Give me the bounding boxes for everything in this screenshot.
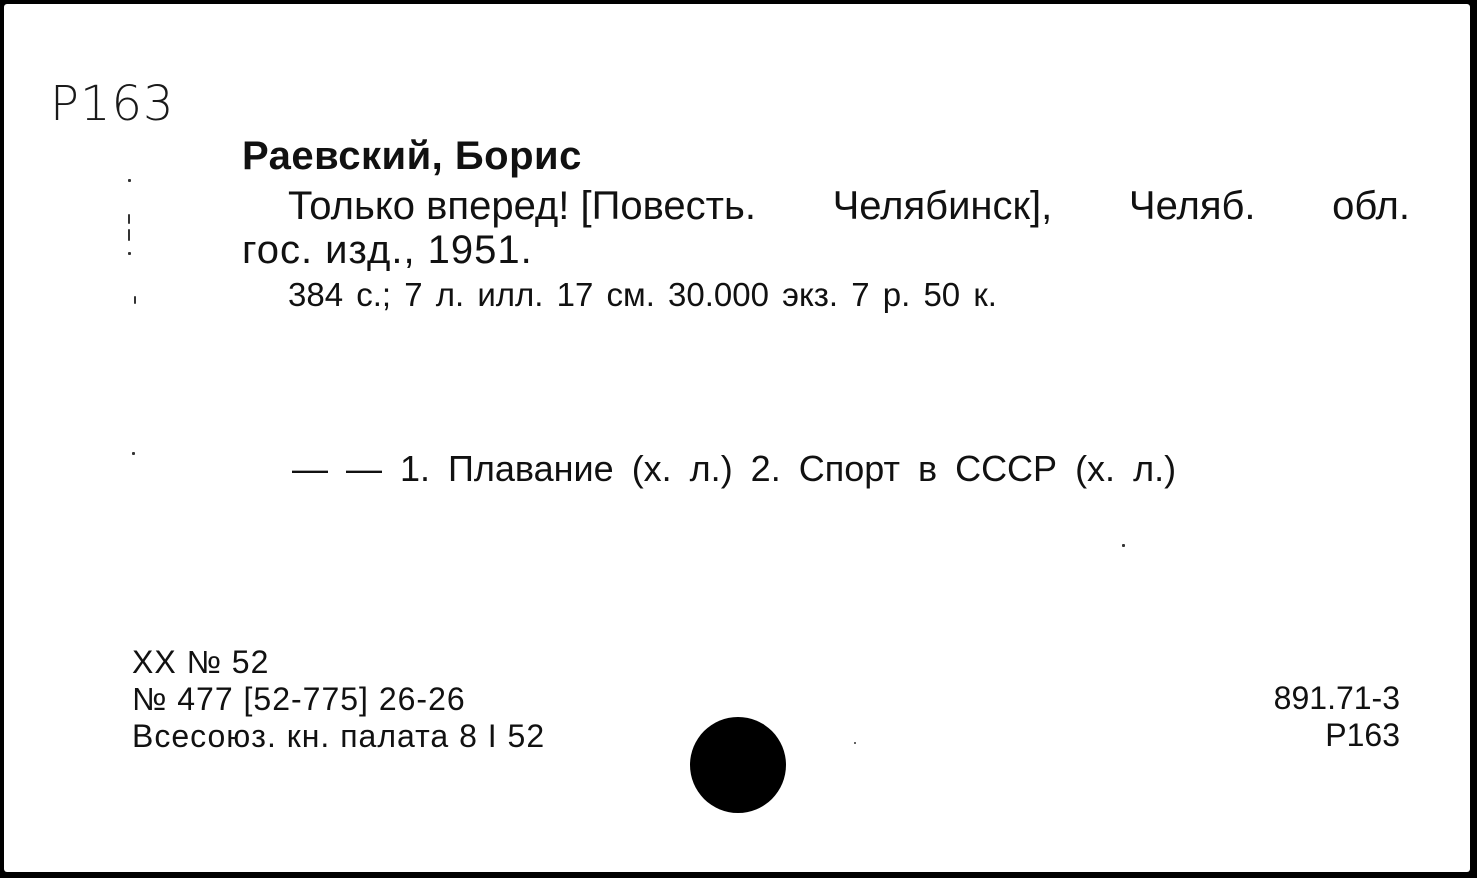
classification-number: 891.71-3 xyxy=(1273,680,1400,716)
speck xyxy=(134,296,136,304)
footer-left-block xyxy=(132,644,545,755)
publisher-line: гос. изд., 1951. xyxy=(242,228,533,272)
subject-headings: — — 1. Плавание (х. л.) 2. Спорт в СССР (х. л.) xyxy=(292,448,1177,489)
title-part: Челяб. xyxy=(1128,184,1256,228)
title-part: Челябинск], xyxy=(832,184,1053,228)
title-part: Только вперед! [Повесть. xyxy=(288,184,756,228)
speck xyxy=(128,214,130,224)
collation-line: 384 с.; 7 л. илл. 17 см. 30.000 экз. 7 р. 50 к. xyxy=(288,276,997,313)
speck xyxy=(854,742,856,744)
call-number: Р163 xyxy=(1325,717,1400,753)
speck xyxy=(128,179,131,182)
speck xyxy=(1122,544,1125,547)
speck xyxy=(132,452,135,455)
classification-block xyxy=(1274,680,1400,754)
title-line xyxy=(288,184,1410,229)
title-part: обл. xyxy=(1332,184,1410,228)
speck xyxy=(128,252,131,255)
footer-left-line: № 477 [52-775] 26-26 xyxy=(132,681,466,717)
footer-left-line: XX № 52 xyxy=(132,644,270,680)
author-heading: Раевский, Борис xyxy=(242,134,582,178)
handwritten-shelfmark: Р163 xyxy=(50,76,175,132)
footer-left-line: Всесоюз. кн. палата 8 I 52 xyxy=(132,718,546,754)
catalog-card xyxy=(4,4,1470,872)
speck xyxy=(128,229,130,241)
punch-hole xyxy=(690,717,786,813)
